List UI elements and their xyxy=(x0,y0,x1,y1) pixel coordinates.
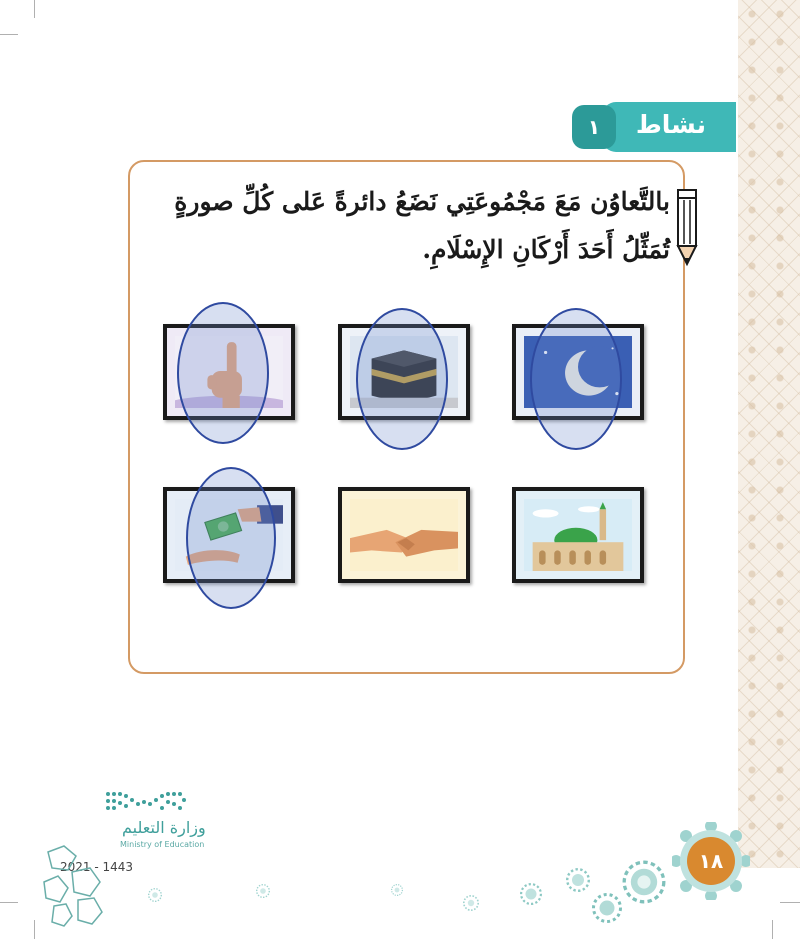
instruction-text: بالتَّعاوُن مَعَ مَجْمُوعَتِي نَضَعُ دائرةً عَلى كُلِّ صورةٍ تُمَثِّلُ أَحَدَ أَرْكَانِ الإِسْلَامِ. xyxy=(174,187,670,264)
rosette-decoration-icon xyxy=(592,893,622,923)
activity-number-badge xyxy=(572,105,616,149)
answer-circle[interactable] xyxy=(186,467,276,609)
decorative-side-pattern xyxy=(738,0,800,868)
rosette-decoration-icon xyxy=(622,860,666,904)
activity-title: نشاط xyxy=(635,110,706,139)
rosette-decoration-icon xyxy=(520,883,542,905)
picture-handshake[interactable] xyxy=(338,487,470,583)
crop-mark xyxy=(0,902,18,903)
crop-mark xyxy=(34,0,35,18)
geometric-corner-decoration-icon xyxy=(38,842,118,928)
crop-mark xyxy=(0,34,18,35)
rosette-decoration-icon xyxy=(463,895,479,911)
activity-tab-banner xyxy=(602,102,736,152)
pencil-icon xyxy=(676,186,698,268)
picture-mosque[interactable] xyxy=(512,487,644,583)
activity-number: ١ xyxy=(587,115,601,139)
rosette-decoration-icon xyxy=(566,868,590,892)
rosette-decoration-icon xyxy=(391,884,403,896)
rosette-decoration-icon xyxy=(256,884,270,898)
page-number: ١٨ xyxy=(687,837,735,885)
crop-mark xyxy=(772,920,773,939)
page-number-badge xyxy=(672,822,750,900)
answer-circle[interactable] xyxy=(177,302,269,444)
answer-circle[interactable] xyxy=(356,308,448,450)
ministry-name-english: Ministry of Education xyxy=(120,840,205,849)
ministry-name-arabic: وزارة التعليم xyxy=(122,818,206,837)
crop-mark xyxy=(780,902,800,903)
edition-year: 2021 - 1443 xyxy=(60,860,134,874)
answer-circle[interactable] xyxy=(530,308,622,450)
ministry-logo-dots-icon xyxy=(104,790,188,816)
crop-mark xyxy=(34,920,35,939)
activity-tab xyxy=(572,102,736,152)
rosette-decoration-icon xyxy=(148,888,162,902)
